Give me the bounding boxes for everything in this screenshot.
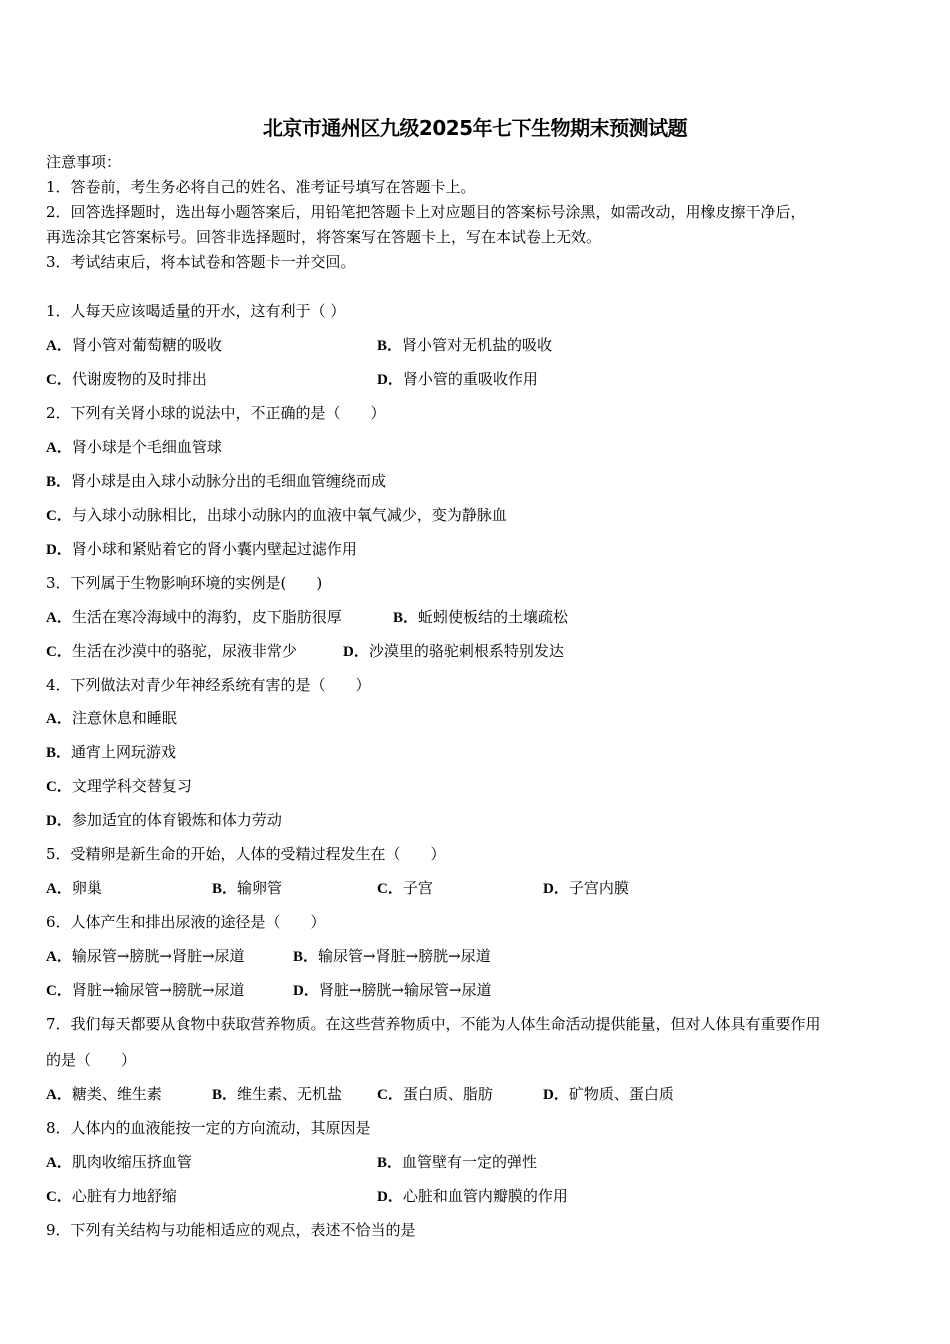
option: C．代谢废物的及时排出 <box>46 370 207 388</box>
option: A．肾小管对葡萄糖的吸收 <box>46 336 222 354</box>
option: D．参加适宜的体育锻炼和体力劳动 <box>46 811 282 829</box>
question-stem: 2．下列有关肾小球的说法中，不正确的是（ ） <box>46 404 386 422</box>
question-stem-cont: 的是（ ） <box>46 1051 137 1069</box>
option: B．肾小管对无机盐的吸收 <box>377 336 553 354</box>
question-stem: 7．我们每天都要从食物中获取营养物质。在这些营养物质中，不能为人体生命活动提供能量，但对人体具有重要作用 <box>46 1015 821 1033</box>
option: B．通宵上网玩游戏 <box>46 743 177 761</box>
option: C．心脏有力地舒缩 <box>46 1187 177 1205</box>
option: D．矿物质、蛋白质 <box>543 1085 674 1103</box>
option: D．肾小管的重吸收作用 <box>377 370 538 388</box>
option: A．卵巢 <box>46 879 102 897</box>
notice-item: 再选涂其它答案标号。回答非选择题时，将答案写在答题卡上，写在本试卷上无效。 <box>46 228 602 246</box>
option: D．肾小球和紧贴着它的肾小囊内壁起过滤作用 <box>46 540 357 558</box>
question-stem: 6．人体产生和排出尿液的途径是（ ） <box>46 913 326 931</box>
question-stem: 5．受精卵是新生命的开始，人体的受精过程发生在（ ） <box>46 845 446 863</box>
option: A．输尿管→膀胱→肾脏→尿道 <box>46 947 245 965</box>
question-stem: 1．人每天应该喝适量的开水，这有利于（ ） <box>46 302 346 320</box>
question-stem: 3．下列属于生物影响环境的实例是( ) <box>46 574 323 592</box>
option: D．心脏和血管内瓣膜的作用 <box>377 1187 568 1205</box>
option: B．输尿管→肾脏→膀胱→尿道 <box>293 947 491 965</box>
notice-header: 注意事项： <box>46 153 122 171</box>
option: D．子宫内膜 <box>543 879 629 897</box>
notice-item: 2．回答选择题时，选出每小题答案后，用铅笔把答题卡上对应题目的答案标号涂黑，如需改动，用橡皮擦干净后， <box>46 203 806 221</box>
option: A．注意休息和睡眠 <box>46 709 177 727</box>
option: A．生活在寒冷海域中的海豹，皮下脂肪很厚 <box>46 608 342 626</box>
option: A．糖类、维生素 <box>46 1085 162 1103</box>
notice-item: 1．答卷前，考生务必将自己的姓名、准考证号填写在答题卡上。 <box>46 178 476 196</box>
option: C．子宫 <box>377 879 433 897</box>
question-stem: 8．人体内的血液能按一定的方向流动，其原因是 <box>46 1119 371 1137</box>
option: B．输卵管 <box>212 879 283 897</box>
option: B．血管壁有一定的弹性 <box>377 1153 538 1171</box>
option: C．蛋白质、脂肪 <box>377 1085 493 1103</box>
option: D．肾脏→膀胱→输尿管→尿道 <box>293 981 492 999</box>
page-title: 北京市通州区九级2025年七下生物期末预测试题 <box>262 116 688 140</box>
option: A．肌肉收缩压挤血管 <box>46 1153 192 1171</box>
question-stem: 9．下列有关结构与功能相适应的观点，表述不恰当的是 <box>46 1221 416 1239</box>
option: C．肾脏→输尿管→膀胱→尿道 <box>46 981 245 999</box>
question-stem: 4．下列做法对青少年神经系统有害的是（ ） <box>46 676 371 694</box>
option: D．沙漠里的骆驼刺根系特别发达 <box>343 642 564 660</box>
option: C．文理学科交替复习 <box>46 777 192 795</box>
option: C．生活在沙漠中的骆驼，尿液非常少 <box>46 642 297 660</box>
option: A．肾小球是个毛细血管球 <box>46 438 222 456</box>
option: B．蚯蚓使板结的土壤疏松 <box>393 608 569 626</box>
notice-item: 3．考试结束后，将本试卷和答题卡一并交回。 <box>46 253 356 271</box>
option: B．维生素、无机盐 <box>212 1085 343 1103</box>
option: B．肾小球是由入球小动脉分出的毛细血管缠绕而成 <box>46 472 387 490</box>
option: C．与入球小动脉相比，出球小动脉内的血液中氧气减少，变为静脉血 <box>46 506 507 524</box>
